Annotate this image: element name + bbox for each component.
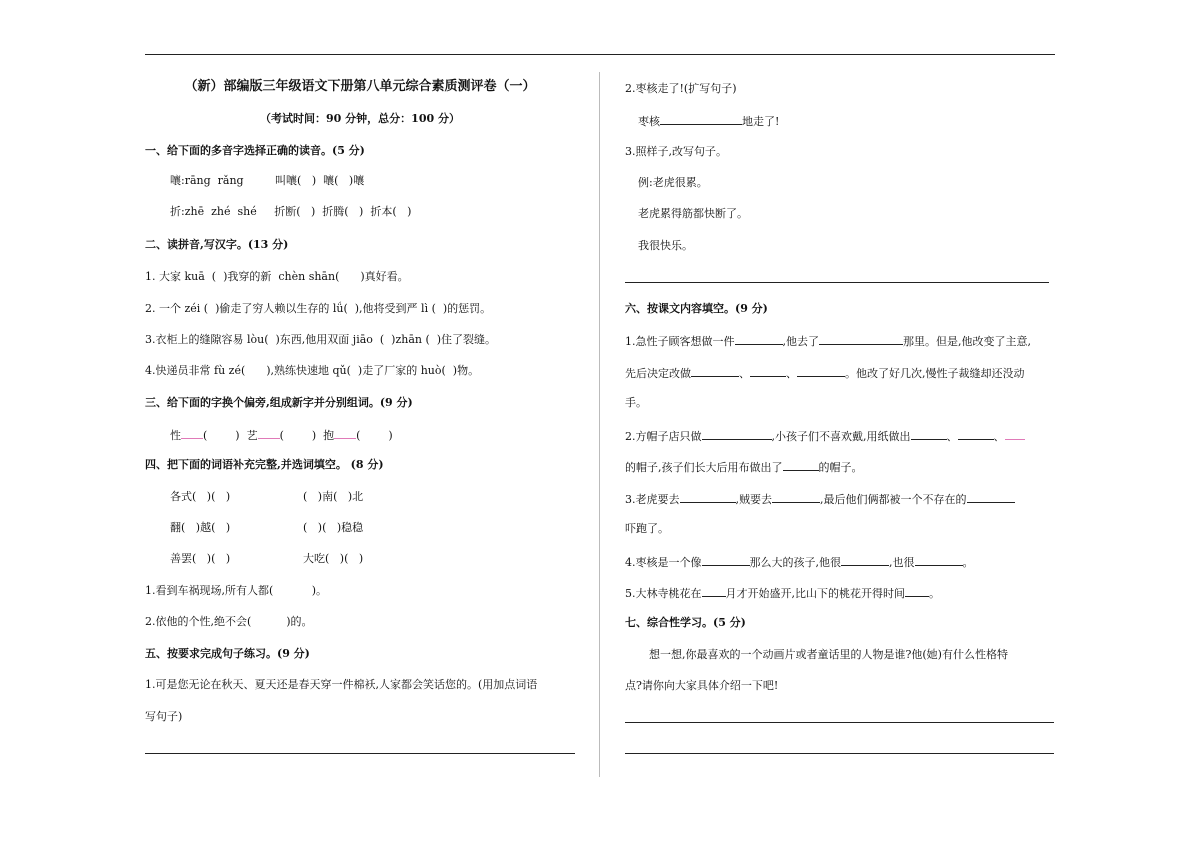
fill-blank[interactable]	[680, 490, 736, 503]
section-3-title: 三、给下面的字换个偏旁,组成新字并分别组词。(9 分)	[145, 396, 413, 409]
page-subtitle: （考试时间：90 分钟，总分：100 分）	[260, 112, 460, 125]
idiom-2b: ( )( )稳稳	[303, 521, 364, 534]
fill-blank[interactable]	[702, 584, 726, 597]
pinyin-question-2: 2. 一个 zéi ( )偷走了穷人赖以生存的 lǘ( ),他将受到严 lì ( )的惩罚。	[145, 302, 492, 315]
comprehensive-prompt-2: 点?请你向大家具体介绍一下吧!	[625, 679, 779, 692]
expand-sentence-answer	[638, 112, 779, 130]
fill-text: ,最后他们俩都被一个不存在的	[820, 493, 967, 506]
fill-blank[interactable]	[819, 332, 903, 345]
column-divider	[599, 72, 600, 777]
fill-text: 。	[929, 587, 940, 600]
fill-text: ,他去了	[782, 335, 819, 348]
page-title: （新）部编版三年级语文下册第八单元综合素质测评卷（一）	[184, 79, 536, 94]
fill-text: 1.急性子顾客想做一件	[625, 335, 735, 348]
fill-text: 、	[946, 430, 958, 443]
fill-text: 、	[739, 367, 750, 380]
char-xing: 性	[170, 429, 181, 442]
sentence-exercise-1a: 1.可是您无论在秋天、夏天还是春天穿一件棉袄,人家都会笑话您的。(用加点词语	[145, 678, 538, 691]
fill-text: 4.枣核是一个像	[625, 556, 702, 569]
fill-sentence-1: 1.看到车祸现场,所有人都( )。	[145, 584, 328, 597]
pinyin-question-4: 4.快递员非常 fù zé( ),熟练快速地 qǔ( )走了厂家的 huò( )物。	[145, 364, 480, 377]
expand-blank[interactable]	[660, 112, 742, 125]
fill-blank[interactable]	[915, 553, 963, 566]
fill-text: 、	[786, 367, 797, 380]
idiom-1a: 各式( )( )	[170, 490, 231, 503]
sentence-exercise-1b: 写句子)	[145, 710, 183, 723]
text-fill-4	[625, 553, 974, 571]
text-fill-2a	[625, 427, 1025, 445]
expand-prefix: 枣核	[638, 115, 660, 128]
pinyin-question-3: 3.衣柜上的缝隙容易 lòu( )东西,他用双面 jiāo ( )zhān ( )住了裂缝。	[145, 333, 497, 346]
fill-blank[interactable]	[783, 458, 819, 471]
fill-blank[interactable]	[702, 427, 772, 440]
idiom-3b: 大吃( )( )	[303, 552, 364, 565]
radical-blank-1[interactable]	[181, 426, 203, 439]
fill-blank[interactable]	[958, 427, 994, 440]
text-fill-1a	[625, 332, 1031, 350]
fill-text: ,贼要去	[735, 493, 772, 506]
fill-blank[interactable]	[735, 332, 783, 345]
char-bao: 抱	[323, 429, 335, 442]
expand-sentence-question: 2.枣核走了!(扩写句子)	[625, 82, 737, 95]
fill-blank[interactable]	[702, 553, 750, 566]
example-sentence: 老虎累得筋都快断了。	[638, 207, 748, 220]
fill-text: 、	[993, 430, 1005, 443]
text-fill-2b	[625, 458, 863, 476]
radical-blank-2[interactable]	[258, 426, 280, 439]
fill-text: 5.大林寺桃花在	[625, 587, 702, 600]
fill-text: 那么大的孩子,他很	[749, 556, 841, 569]
answer-line-right-2[interactable]	[625, 753, 1054, 754]
section-5-title: 五、按要求完成句子练习。(9 分)	[145, 647, 310, 660]
fill-blank[interactable]	[750, 364, 786, 377]
section-1-title: 一、给下面的多音字选择正确的读音。(5 分)	[145, 144, 365, 157]
fill-blank[interactable]	[772, 490, 820, 503]
fill-sentence-2: 2.依他的个性,绝不会( )的。	[145, 615, 313, 628]
char-yi: 艺	[246, 429, 258, 442]
polyphone-rang-row: 嚷:rāng rǎng 叫嚷( ) 嚷( )嚷	[170, 174, 365, 187]
section-6-title: 六、按课文内容填空。(9 分)	[625, 302, 768, 315]
text-fill-1b	[625, 364, 1025, 382]
rewrite-prompt: 我很快乐。	[638, 239, 693, 252]
idiom-1b: ( )南( )北	[303, 490, 364, 503]
fill-blank[interactable]	[841, 553, 889, 566]
fill-text: 2.方帽子店只做	[625, 430, 702, 443]
idiom-2a: 翻( )越( )	[170, 521, 231, 534]
word-paren-3: ( )	[356, 429, 393, 442]
word-paren-1: ( )	[203, 429, 240, 442]
section-7-title: 七、综合性学习。(5 分)	[625, 616, 746, 629]
fill-text: 。	[962, 556, 974, 569]
fill-text: 先后决定改做	[625, 367, 691, 380]
fill-blank[interactable]	[911, 427, 947, 440]
answer-line-left[interactable]	[145, 753, 575, 754]
fill-text: 的帽子,孩子们长大后用布做出了	[625, 461, 783, 474]
section-4-title: 四、把下面的词语补充完整,并选词填空。 (8 分)	[145, 458, 384, 471]
radical-blank-3[interactable]	[334, 426, 356, 439]
fill-blank[interactable]	[691, 364, 739, 377]
text-fill-3a	[625, 490, 1015, 508]
rewrite-answer-line[interactable]	[625, 282, 1049, 283]
fill-blank[interactable]	[967, 490, 1015, 503]
fill-blank[interactable]	[1005, 427, 1025, 440]
fill-text: 月才开始盛开,比山下的桃花开得时间	[725, 587, 905, 600]
example-label: 例:老虎很累。	[638, 176, 708, 189]
comprehensive-prompt-1: 想一想,你最喜欢的一个动画片或者童话里的人物是谁?他(她)有什么性格特	[649, 648, 1008, 661]
text-fill-3b: 吓跑了。	[625, 522, 669, 535]
fill-text: 。他改了好几次,慢性子裁缝却还没动	[845, 367, 1025, 380]
radical-row	[170, 426, 393, 444]
expand-suffix: 地走了!	[742, 115, 780, 128]
fill-text: ,也很	[889, 556, 915, 569]
answer-line-right-1[interactable]	[625, 722, 1054, 723]
idiom-3a: 善罢( )( )	[170, 552, 231, 565]
rewrite-question: 3.照样子,改写句子。	[625, 145, 727, 158]
fill-blank[interactable]	[905, 584, 929, 597]
fill-text: ,小孩子们不喜欢戴,用纸做出	[771, 430, 911, 443]
top-rule	[145, 54, 1055, 55]
pinyin-question-1: 1. 大家 kuā ( )我穿的新 chèn shān( )真好看。	[145, 270, 409, 283]
text-fill-5	[625, 584, 940, 602]
fill-text: 那里。但是,他改变了主意,	[903, 335, 1031, 348]
section-2-title: 二、读拼音,写汉字。(13 分)	[145, 238, 289, 251]
word-paren-2: ( )	[279, 429, 317, 442]
text-fill-1c: 手。	[625, 396, 647, 409]
fill-text: 3.老虎要去	[625, 493, 680, 506]
fill-text: 的帽子。	[818, 461, 863, 474]
fill-blank[interactable]	[797, 364, 845, 377]
polyphone-zhe-row: 折:zhē zhé shé 折断( ) 折腾( ) 折本( )	[170, 205, 412, 218]
